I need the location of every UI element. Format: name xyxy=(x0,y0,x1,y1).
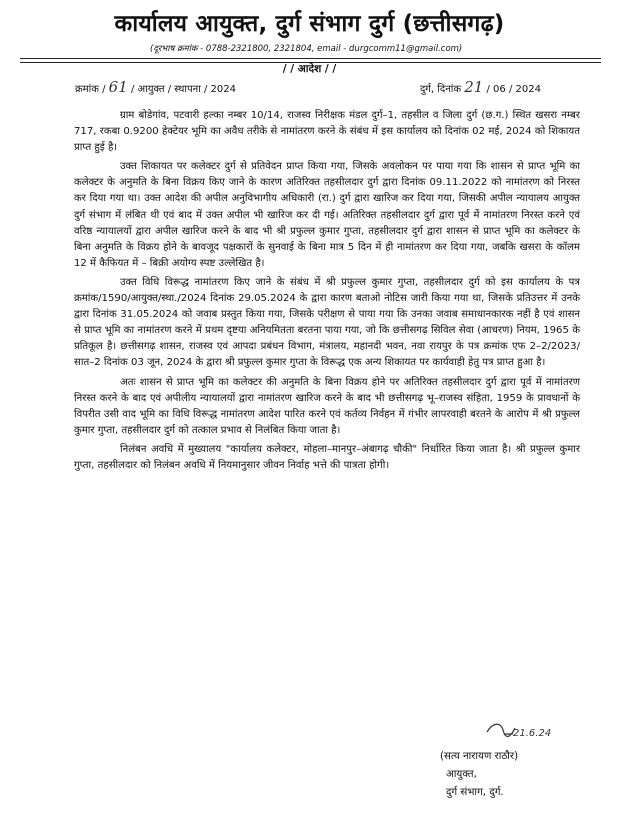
paragraph-suspension: अतः शासन से प्राप्त भूमि का कलेक्टर की अनुमति के बिना विक्रय होने पर अतिरिक्त तहसीलदार दुर्ग द्वारा पूर्व में नामांतरण निरस्त करने के बाद एवं अपीलीय न्यायालयों द्वारा नामांतरण खारिज करने के बाद भी छत्तीसगढ़ भू–राजस्व संहिता, 1959 के प्रावधानों के विपरीत उसी वाद भूमि का विधि विरूद्ध नामांतरण आदेश पारित करने एवं कर्तव्य निर्वहन में गंभीर लापरवाही बरतने के आरोप में श्री प्रफुल्ल कुमार गुप्ता, तहसीलदार दुर्ग को तत्काल प्रभाव से निलंबित किया जाता है। xyxy=(74,376,580,436)
signatory-name: (सत्य नारायण राठौर) xyxy=(440,751,519,762)
order-heading: / / आदेश / / xyxy=(282,63,337,75)
signatory-designation: आयुक्त, xyxy=(446,769,477,780)
paragraph-headquarters: निलंबन अवधि में मुख्यालय "कार्यालय कलेक्टर, मोहला–मानपुर–अंबागढ़ चौकी" निर्धारित किया जाता है। श्री प्रफुल्ल कुमार गुप्ता, तहसीलदार को निलंबन अवधि में नियमानुसार जीवन निर्वाह भत्ते की पात्रता होगी। xyxy=(74,443,580,471)
office-title: कार्यालय आयुक्त, दुर्ग संभाग दुर्ग (छत्तीसगढ़) xyxy=(114,11,505,37)
signatory-office: दुर्ग संभाग, दुर्ग. xyxy=(446,787,504,798)
order-date-suffix: / 06 / 2024 xyxy=(486,84,541,95)
order-number xyxy=(75,78,236,96)
paragraph-report: उक्त शिकायत पर कलेक्टर दुर्ग से प्रतिवेदन प्राप्त किया गया, जिसके अवलोकन पर पाया गया कि शासन से प्राप्त भूमि का कलेक्टर के अनुमति के बिना विक्रय किए जाने के कारण अतिरिक्त तहसीलदार दुर्ग द्वारा दिनांक 09.11.2022 को नामांतरण को निरस्त कर दिया गया था। उक्त आदेश की अपील अनुविभागीय अधिकारी (रा.) दुर्ग द्वारा खारिज कर दिया गया, जिसकी अपील न्यायालय आयुक्त दुर्ग संभाग में लंबित थी एवं बाद में उक्त अपील भी खारिज कर दी गई। अतिरिक्त तहसीलदार दुर्ग द्वारा पूर्व में नामांतरण निरस्त करने एवं वरिष्ठ न्यायालयों द्वारा अपील खारिज करने के बाद भी श्री प्रफुल्ल कुमार गुप्ता, तहसीलदार दुर्ग द्वारा शासन से प्राप्त भूमि का कलेक्टर के बिना अनुमति के विक्रय होने के बावजूद पक्षकारों के सुनवाई के बिना मात्र 5 दिन में ही नामांतरण कर दिया गया, जबकि खसरा के कॉलम 12 में कैफियत में – बिक्री अयोग्य स्पष्ट उल्लेखित है। xyxy=(74,161,580,269)
order-date xyxy=(420,78,541,96)
order-date-day: 21 xyxy=(464,78,484,96)
order-date-prefix: दुर्ग, दिनांक xyxy=(420,84,462,95)
header-rule xyxy=(20,58,601,59)
signature-date: 21.6.24 xyxy=(513,728,552,739)
order-number-suffix: / आयुक्त / स्थापना / 2024 xyxy=(130,84,236,95)
contact-line: (दूरभाष क्रमांक - 0788-2321800, 2321804, email - durgcomm11@gmail.com) xyxy=(150,44,463,54)
paragraph-complaint: ग्राम बोडेगांव, पटवारी हल्का नम्बर 10/14, राजस्व निरीक्षक मंडल दुर्ग–1, तहसील व जिला दुर्ग (छ.ग.) स्थित खसरा नम्बर 717, रकबा 0.9200 हेक्टेयर भूमि का अवैध तरीके से नामांतरण करने के संबंध में इस कार्यालय को दिनांक 02 मई, 2024 को शिकायत प्राप्त हुई है। xyxy=(74,110,580,154)
order-number-value: 61 xyxy=(108,78,128,96)
paragraph-notice: उक्त विधि विरूद्ध नामांतरण किए जाने के संबंध में श्री प्रफुल्ल कुमार गुप्ता, तहसीलदार दुर्ग को इस कार्यालय के पत्र क्रमांक/1590/आयुक्त/स्था./2024 दिनांक 29.05.2024 के द्वारा कारण बताओ नोटिस जारी किया गया था, जिसके प्रतिउत्तर में उनके द्वारा दिनांक 31.05.2024 को जवाब प्रस्तुत किया गया, जिसके परीक्षण से पाया गया कि उनका जवाब समाधानकारक नहीं है एवं शासन से प्राप्त भूमि का नामांतरण करने में प्रथम दृष्टया अनियमितता बरतना पाया गया, जो कि छत्तीसगढ़ सिविल सेवा (आचरण) नियम, 1965 के प्रतिकूल है। छत्तीसगढ़ शासन, राजस्व एवं आपदा प्रबंधन विभाग, मंत्रालय, महानदी भवन, नवा रायपुर के पत्र क्रमांक एफ 2–2/2023/सात–2 दिनांक 03 जून, 2024 के द्वारा श्री प्रफुल्ल कुमार गुप्ता के विरूद्ध एक अन्य शिकायत पर कार्यवाही हेतु पत्र प्राप्त हुआ है। xyxy=(74,276,580,369)
order-number-prefix: क्रमांक / xyxy=(75,84,106,95)
signatory-block xyxy=(440,748,518,802)
order-body xyxy=(74,108,580,477)
